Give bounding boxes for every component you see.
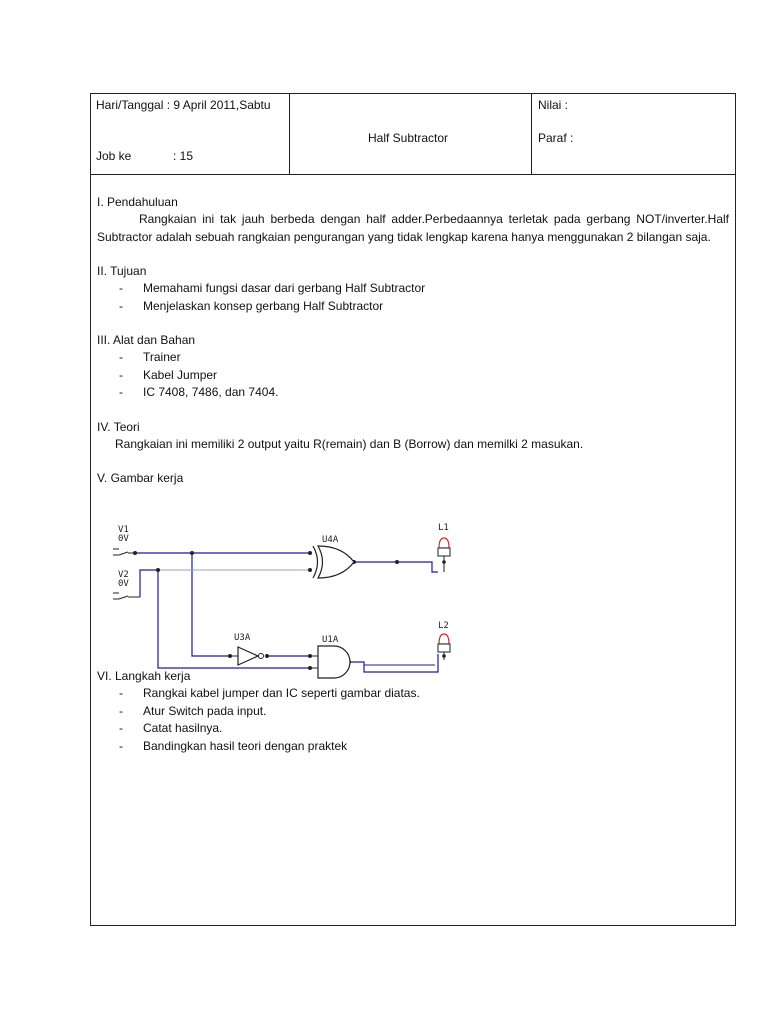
half-subtractor-circuit <box>110 522 490 692</box>
v1-switch-icon <box>113 549 135 555</box>
junction-dots <box>133 551 399 670</box>
section-title-gambar: V. Gambar kerja <box>97 471 184 485</box>
tujuan-list <box>97 280 729 315</box>
page-title: Half Subtractor <box>368 131 449 145</box>
list-item: - Atur Switch pada input. <box>97 703 729 721</box>
list-marker: - <box>119 703 123 718</box>
teori-text: Rangkaian ini memiliki 2 output yaitu R(remain) dan B (Borrow) dan memilki 2 masukan. <box>115 436 584 451</box>
list-marker: - <box>119 367 123 382</box>
header-title-cell <box>290 94 532 174</box>
list-item: - Memahami fungsi dasar dari gerbang Half Subtractor <box>97 280 729 298</box>
job-sheet <box>90 93 736 926</box>
list-marker: - <box>119 721 123 735</box>
list-marker: - <box>119 281 123 295</box>
list-item: - Catat hasilnya. <box>97 720 729 738</box>
langkah-list <box>97 685 729 755</box>
job-label: Job ke <box>96 149 132 163</box>
list-item: - Menjelaskan konsep gerbang Half Subtractor <box>97 298 729 316</box>
v2-switch-icon <box>113 593 140 599</box>
date-label: Hari/Tanggal : 9 April 2011,Sabtu <box>96 98 271 112</box>
v1-value: 0V <box>118 534 129 544</box>
section-title-tujuan: II. Tujuan <box>97 264 147 278</box>
list-marker: - <box>119 686 123 700</box>
and-gate-label: U1A <box>322 635 339 645</box>
list-item: - Trainer <box>97 349 729 367</box>
nilai-label: Nilai : <box>538 98 569 112</box>
section-title-alat: III. Alat dan Bahan <box>97 333 196 347</box>
job-value: : 15 <box>173 149 194 163</box>
lamp-l1-icon <box>438 538 450 572</box>
alat-list <box>97 349 729 402</box>
header-info-cell <box>91 94 290 174</box>
list-item: - Rangkai kabel jumper dan IC seperti gambar diatas. <box>97 685 729 703</box>
header-grade-cell <box>532 94 736 174</box>
l2-label: L2 <box>438 621 449 631</box>
list-marker: - <box>119 738 123 753</box>
list-item: - IC 7408, 7486, dan 7404. <box>97 384 729 402</box>
circuit-wires <box>135 553 438 672</box>
not-gate-label: U3A <box>234 633 251 643</box>
xor-gate-icon <box>313 546 354 578</box>
l1-label: L1 <box>438 523 449 533</box>
section-title-pendahuluan: I. Pendahuluan <box>97 195 178 209</box>
paraf-label: Paraf : <box>538 131 574 145</box>
pendahuluan-text: Rangkaian ini tak jauh berbeda dengan half adder.Perbedaannya terletak pada gerbang NOT/inverter.Half Subtractor adalah sebuah rangkaian pengurangan yang tidak lengkap karena hanya menggunakan 2 bilangan saja. <box>97 212 729 244</box>
list-item: - Bandingkan hasil teori dengan praktek <box>97 738 729 756</box>
header-table <box>91 94 735 175</box>
list-marker: - <box>119 298 123 313</box>
section-title-langkah: VI. Langkah kerja <box>97 669 191 683</box>
list-marker: - <box>119 385 123 399</box>
section-title-teori: IV. Teori <box>97 419 140 434</box>
v1-label: V1 <box>118 525 129 535</box>
lamp-l2-icon <box>438 634 450 660</box>
v2-value: 0V <box>118 579 129 589</box>
xor-gate-label: U4A <box>322 535 339 545</box>
v2-label: V2 <box>118 570 129 580</box>
and-gate-icon <box>310 646 350 678</box>
list-marker: - <box>119 350 123 364</box>
list-item: - Kabel Jumper <box>97 367 729 385</box>
not-gate-icon <box>230 647 264 665</box>
